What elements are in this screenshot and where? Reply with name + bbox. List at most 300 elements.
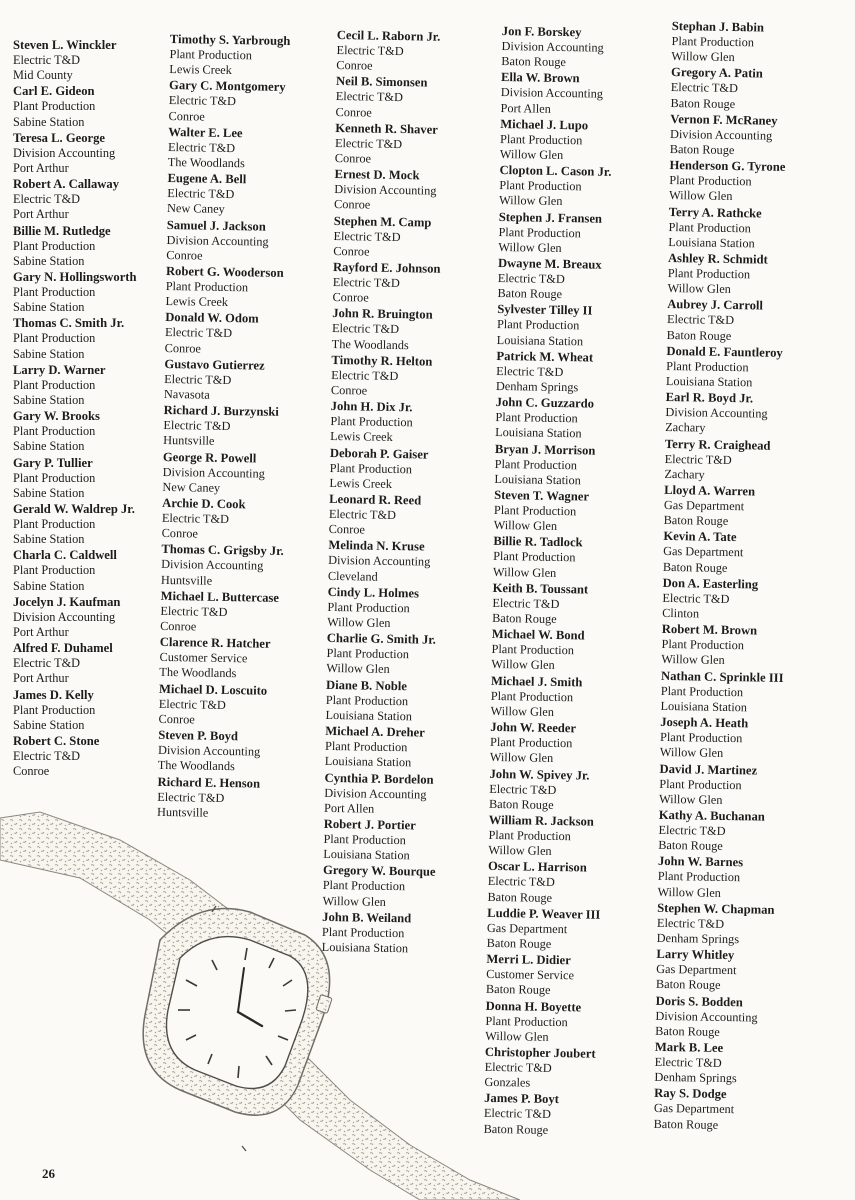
employee-location: Louisiana Station <box>660 698 748 715</box>
employee-name: William R. Jackson <box>488 812 594 829</box>
employee-name: Richard J. Burzynski <box>163 403 279 420</box>
employee-name: James D. Kelly <box>13 687 94 702</box>
employee-location: Baton Rouge <box>669 141 735 158</box>
employee-entry <box>670 64 829 113</box>
employee-department: Plant Production <box>499 178 582 194</box>
employee-name: John R. Bruington <box>332 306 433 323</box>
employee-name: John W. Spivey Jr. <box>489 766 590 783</box>
employee-location: Louisiana Station <box>495 425 582 441</box>
employee-entry <box>326 630 485 679</box>
employee-entry <box>159 634 318 683</box>
employee-department: Gas Department <box>653 1101 735 1117</box>
employee-entry <box>333 213 492 262</box>
employee-entry <box>490 673 649 722</box>
employee-location: Willow Glen <box>668 188 733 204</box>
page-number: 26 <box>42 1166 55 1181</box>
employee-name: Steven T. Wagner <box>494 487 590 504</box>
employee-department: Plant Production <box>13 238 96 253</box>
employee-location: Zachary <box>665 420 706 436</box>
employee-department: Electric T&D <box>489 781 557 797</box>
employee-department: Electric T&D <box>168 93 237 109</box>
employee-name: Doris S. Bodden <box>655 993 743 1009</box>
employee-location: Willow Glen <box>671 49 735 65</box>
employee-name: Steven P. Boyd <box>158 727 239 744</box>
employee-location: Baton Rouge <box>501 54 567 70</box>
employee-location: Willow Glen <box>498 239 562 255</box>
employee-department: Plant Production <box>661 637 745 653</box>
employee-name: Robert C. Stone <box>13 734 100 749</box>
employee-name: Gregory W. Bourque <box>322 863 436 880</box>
employee-location: Port Arthur <box>13 207 69 222</box>
employee-entry <box>664 436 823 485</box>
employee-location: Louisiana Station <box>321 939 409 956</box>
employee-department: Electric T&D <box>13 53 81 67</box>
employee-name: Walter E. Lee <box>168 124 243 141</box>
employee-entry <box>488 812 647 861</box>
employee-location: Baton Rouge <box>488 796 554 812</box>
employee-entry <box>501 23 660 72</box>
employee-entry <box>165 309 324 358</box>
employee-location: Baton Rouge <box>486 935 552 951</box>
employee-department: Plant Production <box>13 99 96 114</box>
employee-name: James P. Boyt <box>484 1091 560 1107</box>
employee-name: Ernest D. Mock <box>334 167 420 183</box>
employee-entry <box>494 441 653 490</box>
employee-location: Port Arthur <box>13 625 69 640</box>
employee-location: Sabine Station <box>13 485 85 500</box>
employee-name: Timothy S. Yarbrough <box>169 31 291 48</box>
employee-entry <box>167 170 326 219</box>
employee-name: Terry A. Rathcke <box>668 204 762 221</box>
employee-entry <box>328 537 487 586</box>
directory-column-2 <box>157 31 328 822</box>
employee-location: Baton Rouge <box>485 982 551 998</box>
employee-name: Samuel J. Jackson <box>166 217 266 234</box>
employee-department: Plant Production <box>668 219 751 235</box>
employee-department: Electric T&D <box>662 590 730 606</box>
employee-entry <box>325 677 484 726</box>
employee-entry <box>322 862 481 911</box>
employee-department: Division Accounting <box>334 182 437 198</box>
employee-entry <box>659 760 818 809</box>
employee-entry <box>324 769 483 818</box>
employee-department: Division Accounting <box>161 557 264 574</box>
employee-name: Gary C. Montgomery <box>168 78 286 95</box>
employee-entry <box>13 362 171 408</box>
employee-location: Zachary <box>664 466 705 482</box>
employee-location: Port Arthur <box>13 671 69 686</box>
employee-entry <box>495 394 654 443</box>
employee-entry <box>484 1044 643 1093</box>
employee-name: Robert M. Brown <box>661 622 758 638</box>
employee-department: Electric T&D <box>157 789 225 805</box>
employee-location: Sabine Station <box>13 393 85 408</box>
employee-location: Port Allen <box>323 800 375 816</box>
employee-name: Timothy R. Helton <box>331 352 433 369</box>
employee-location: Sabine Station <box>13 532 85 547</box>
employee-name: Diane B. Noble <box>325 677 408 693</box>
employee-department: Electric T&D <box>164 371 232 387</box>
employee-name: Charlie G. Smith Jr. <box>326 631 437 648</box>
employee-department: Plant Production <box>659 729 743 746</box>
employee-name: Michael J. Lupo <box>500 116 589 133</box>
employee-name: John B. Weiland <box>322 909 412 926</box>
employee-department: Gas Department <box>656 961 737 978</box>
employee-name: Keith B. Toussant <box>492 580 589 597</box>
employee-department: Plant Production <box>165 278 249 295</box>
employee-name: Don A. Easterling <box>662 575 759 592</box>
employee-name: John H. Dix Jr. <box>330 399 413 415</box>
employee-name: Nathan C. Sprinkle III <box>660 668 784 685</box>
employee-entry <box>668 204 827 253</box>
employee-department: Plant Production <box>491 642 575 658</box>
employee-entry <box>325 723 484 772</box>
directory-column-4 <box>484 23 660 1139</box>
employee-location: Sabine Station <box>13 114 85 129</box>
employee-entry <box>13 269 171 315</box>
employee-department: Electric T&D <box>163 418 231 434</box>
employee-department: Electric T&D <box>334 135 403 151</box>
employee-name: Earl R. Boyd Jr. <box>665 390 754 406</box>
employee-location: Willow Glen <box>661 652 725 668</box>
employee-entry <box>162 449 321 498</box>
employee-location: Conroe <box>336 58 373 73</box>
employee-entry <box>329 491 488 540</box>
employee-entry <box>158 727 317 776</box>
employee-name: Archie D. Cook <box>162 495 246 512</box>
employee-entry <box>160 588 319 637</box>
employee-name: Gustavo Gutierrez <box>164 356 265 373</box>
employee-location: Conroe <box>158 711 195 727</box>
employee-department: Electric T&D <box>483 1106 552 1122</box>
employee-entry <box>13 455 171 501</box>
employee-name: Jon F. Borskey <box>501 23 582 40</box>
employee-location: Sabine Station <box>13 346 85 361</box>
employee-entry <box>662 575 821 624</box>
employee-location: Louisiana Station <box>668 234 755 251</box>
employee-location: Conroe <box>328 522 365 537</box>
employee-department: Electric T&D <box>666 312 735 328</box>
employee-location: Mid County <box>13 68 73 83</box>
employee-name: Michael W. Bond <box>491 627 585 643</box>
employee-name: Michael D. Loscuito <box>158 681 268 698</box>
employee-name: Gary W. Brooks <box>13 409 100 424</box>
employee-department: Plant Production <box>666 358 749 375</box>
employee-name: Rayford E. Johnson <box>332 259 441 276</box>
employee-name: Charla C. Caldwell <box>13 548 117 563</box>
employee-location: Willow Glen <box>659 745 724 761</box>
employee-department: Electric T&D <box>167 186 235 202</box>
employee-department: Electric T&D <box>654 1054 722 1070</box>
employee-department: Electric T&D <box>336 42 404 59</box>
employee-entry <box>484 1090 643 1139</box>
employee-name: Clopton L. Cason Jr. <box>499 163 612 180</box>
employee-location: Denham Springs <box>495 378 579 395</box>
employee-entry <box>13 687 171 733</box>
employee-location: Baton Rouge <box>658 837 723 854</box>
employee-location: Louisiana Station <box>665 373 753 390</box>
employee-name: Leonard R. Reed <box>329 491 422 508</box>
employee-location: Huntsville <box>156 804 209 820</box>
employee-department: Plant Production <box>330 414 413 430</box>
employee-department: Electric T&D <box>13 749 81 764</box>
employee-department: Electric T&D <box>487 874 555 890</box>
employee-location: Conroe <box>164 340 202 356</box>
employee-location: Conroe <box>166 247 203 263</box>
employee-department: Plant Production <box>13 702 96 717</box>
employee-entry <box>335 73 494 122</box>
employee-department: Plant Production <box>489 734 573 751</box>
employee-location: Baton Rouge <box>663 513 729 529</box>
employee-name: Cindy L. Holmes <box>327 584 420 601</box>
directory-column-5 <box>654 18 830 1134</box>
employee-name: Aubrey J. Carroll <box>667 297 764 313</box>
employee-entry <box>487 858 646 907</box>
employee-name: Teresa L. George <box>13 130 105 145</box>
employee-department: Gas Department <box>663 544 744 560</box>
employee-name: Kevin A. Tate <box>663 529 737 545</box>
employee-department: Electric T&D <box>331 321 400 337</box>
employee-name: Sylvester Tilley II <box>497 302 593 318</box>
employee-entry <box>336 27 495 76</box>
employee-location: Sabine Station <box>13 253 85 268</box>
employee-department: Plant Production <box>324 738 408 755</box>
employee-entry <box>490 719 649 768</box>
employee-location: Lewis Creek <box>169 62 232 78</box>
employee-entry <box>663 528 822 577</box>
employee-department: Division Accounting <box>157 742 261 759</box>
employee-name: Deborah P. Gaiser <box>329 445 429 462</box>
employee-name: Michael A. Dreher <box>325 723 425 740</box>
employee-entry <box>661 621 820 670</box>
employee-name: Stephen M. Camp <box>333 213 432 230</box>
employee-entry <box>665 389 824 438</box>
employee-location: Conroe <box>161 526 198 541</box>
employee-location: Port Arthur <box>13 161 69 176</box>
employee-location: Willow Glen <box>667 281 732 297</box>
employee-name: Thomas C. Smith Jr. <box>13 316 125 331</box>
employee-name: Terry R. Craighead <box>664 436 771 453</box>
employee-entry <box>163 402 322 451</box>
employee-department: Plant Production <box>494 456 578 472</box>
employee-department: Electric T&D <box>167 139 236 155</box>
employee-location: Louisiana Station <box>323 846 410 863</box>
employee-entry <box>670 111 829 160</box>
employee-entry <box>664 482 823 531</box>
employee-location: The Woodlands <box>331 336 409 352</box>
employee-name: John W. Barnes <box>657 854 744 870</box>
employee-location: The Woodlands <box>167 154 245 171</box>
employee-entry <box>13 733 171 779</box>
employee-name: Gerald W. Waldrep Jr. <box>13 502 135 517</box>
employee-name: Carl E. Gideon <box>13 84 95 99</box>
employee-department: Plant Production <box>657 869 741 885</box>
employee-entry <box>658 807 817 856</box>
employee-department: Division Accounting <box>328 553 431 570</box>
employee-department: Electric T&D <box>670 80 739 96</box>
employee-department: Electric T&D <box>656 915 725 931</box>
employee-department: Customer Service <box>159 650 248 666</box>
employee-department: Plant Production <box>671 33 755 50</box>
employee-name: Robert G. Wooderson <box>165 263 284 280</box>
employee-entry <box>334 166 493 215</box>
employee-name: George R. Powell <box>162 449 257 466</box>
employee-entry <box>660 668 819 717</box>
employee-name: Ray S. Dodge <box>654 1086 727 1102</box>
employee-entry <box>667 250 826 299</box>
employee-department: Gas Department <box>486 920 568 936</box>
employee-name: Vernon F. McRaney <box>670 111 778 128</box>
employee-name: Melinda N. Kruse <box>328 538 425 554</box>
employee-location: The Woodlands <box>157 758 235 774</box>
employee-department: Electric T&D <box>13 192 81 207</box>
employee-location: Baton Rouge <box>492 610 557 627</box>
employee-department: Electric T&D <box>333 228 401 244</box>
employee-name: Larry Whitley <box>656 946 735 963</box>
employee-name: Cynthia P. Bordelon <box>324 770 434 787</box>
employee-name: Eugene A. Bell <box>167 171 247 187</box>
employee-location: Willow Glen <box>326 661 390 677</box>
employee-location: Lewis Creek <box>329 475 393 491</box>
employee-location: Willow Glen <box>491 657 555 673</box>
employee-name: Cecil L. Raborn Jr. <box>336 27 441 44</box>
employee-department: Electric T&D <box>664 451 732 467</box>
employee-department: Plant Production <box>322 878 406 894</box>
employee-name: Christopher Joubert <box>484 1044 596 1061</box>
employee-entry <box>13 130 171 176</box>
employee-name: Lloyd A. Warren <box>664 482 756 499</box>
employee-department: Plant Production <box>327 599 410 616</box>
employee-location: Baton Rouge <box>653 1116 719 1132</box>
employee-entry <box>13 501 171 547</box>
employee-entry <box>487 905 646 954</box>
employee-entry <box>166 217 325 266</box>
employee-location: Conroe <box>332 290 369 305</box>
employee-location: Baton Rouge <box>655 977 721 993</box>
employee-department: Plant Production <box>667 265 751 282</box>
employee-department: Plant Production <box>13 424 96 439</box>
employee-department: Plant Production <box>498 224 581 240</box>
employee-location: Conroe <box>330 382 368 398</box>
employee-department: Division Accounting <box>13 145 116 160</box>
employee-department: Electric T&D <box>328 506 397 523</box>
employee-location: New Caney <box>166 201 225 217</box>
employee-entry <box>323 816 482 865</box>
employee-department: Plant Production <box>488 827 571 844</box>
employee-department: Division Accounting <box>324 785 427 802</box>
employee-name: Stephen W. Chapman <box>657 900 775 917</box>
employee-name: Donna H. Boyette <box>485 998 582 1014</box>
employee-location: Baton Rouge <box>483 1121 549 1137</box>
employee-location: The Woodlands <box>159 665 237 681</box>
employee-department: Electric T&D <box>496 363 564 379</box>
employee-location: Willow Glen <box>499 146 564 163</box>
employee-location: Willow Glen <box>488 842 552 859</box>
employee-location: Willow Glen <box>498 193 563 209</box>
employee-location: Lewis Creek <box>330 429 393 445</box>
employee-entry <box>329 445 488 494</box>
employee-name: Donald E. Fauntleroy <box>666 343 783 360</box>
employee-department: Plant Production <box>13 331 96 346</box>
employee-department: Plant Production <box>669 173 752 189</box>
employee-entry <box>489 765 648 814</box>
employee-entry <box>491 626 650 675</box>
employee-entry <box>656 946 815 995</box>
employee-name: Thomas C. Grigsby Jr. <box>161 542 284 559</box>
employee-department: Electric T&D <box>158 696 227 712</box>
employee-entry <box>168 124 327 173</box>
employee-location: Louisiana Station <box>325 707 413 724</box>
employee-entry <box>332 305 491 354</box>
employee-location: Willow Glen <box>493 518 558 534</box>
employee-location: Conroe <box>160 618 197 634</box>
employee-department: Plant Production <box>13 517 96 532</box>
employee-entry <box>335 120 494 169</box>
employee-department: Division Accounting <box>669 126 773 143</box>
employee-entry <box>327 584 486 633</box>
employee-entry <box>168 77 327 126</box>
employee-department: Plant Production <box>496 317 580 333</box>
employee-department: Electric T&D <box>332 274 400 291</box>
employee-name: Robert A. Callaway <box>13 177 119 192</box>
employee-name: Bryan J. Morrison <box>494 441 596 458</box>
employee-name: Billie R. Tadlock <box>493 534 583 550</box>
employee-location: Baton Rouge <box>662 559 728 575</box>
employee-name: Michael L. Buttercase <box>160 588 280 605</box>
employee-location: Baton Rouge <box>666 327 732 343</box>
employee-department: Customer Service <box>486 966 575 983</box>
employee-entry <box>13 83 171 129</box>
employee-entry <box>13 408 171 454</box>
employee-entry <box>669 157 828 206</box>
employee-location: Conroe <box>13 764 50 779</box>
employee-location: Baton Rouge <box>670 95 736 111</box>
employee-department: Plant Production <box>495 410 578 426</box>
employee-name: Michael J. Smith <box>490 673 583 690</box>
employee-location: Sabine Station <box>13 300 85 315</box>
employee-entry <box>164 356 323 405</box>
employee-entry <box>497 301 656 350</box>
employee-department: Plant Production <box>13 470 96 485</box>
employee-name: Ashley R. Schmidt <box>667 250 768 267</box>
employee-name: Ella W. Brown <box>500 70 580 86</box>
employee-department: Electric T&D <box>658 822 726 838</box>
employee-name: Dwayne M. Breaux <box>497 255 602 272</box>
employee-department: Plant Production <box>493 549 576 565</box>
employee-location: Baton Rouge <box>497 286 563 302</box>
employee-name: Stephen J. Fransen <box>498 209 603 226</box>
employee-location: Lewis Creek <box>165 294 229 310</box>
employee-entry <box>169 31 328 80</box>
employee-department: Plant Production <box>485 1013 568 1029</box>
employee-location: Willow Glen <box>658 791 723 807</box>
employee-department: Plant Production <box>659 776 742 792</box>
employee-location: Willow Glen <box>322 893 386 909</box>
employee-location: Sabine Station <box>13 578 85 593</box>
employee-entry <box>671 18 830 67</box>
employee-name: Neil B. Simonsen <box>335 74 428 90</box>
employee-department: Division Accounting <box>665 405 768 421</box>
employee-location: Louisiana Station <box>494 471 581 488</box>
employee-name: Mark B. Lee <box>654 1039 724 1055</box>
employee-location: Willow Glen <box>657 884 721 900</box>
employee-name: Billie M. Rutledge <box>13 223 111 238</box>
employee-entry <box>500 69 659 118</box>
employee-entry <box>331 352 490 401</box>
employee-location: Denham Springs <box>656 930 740 947</box>
employee-department: Plant Production <box>13 377 96 392</box>
employee-entry <box>13 37 171 83</box>
